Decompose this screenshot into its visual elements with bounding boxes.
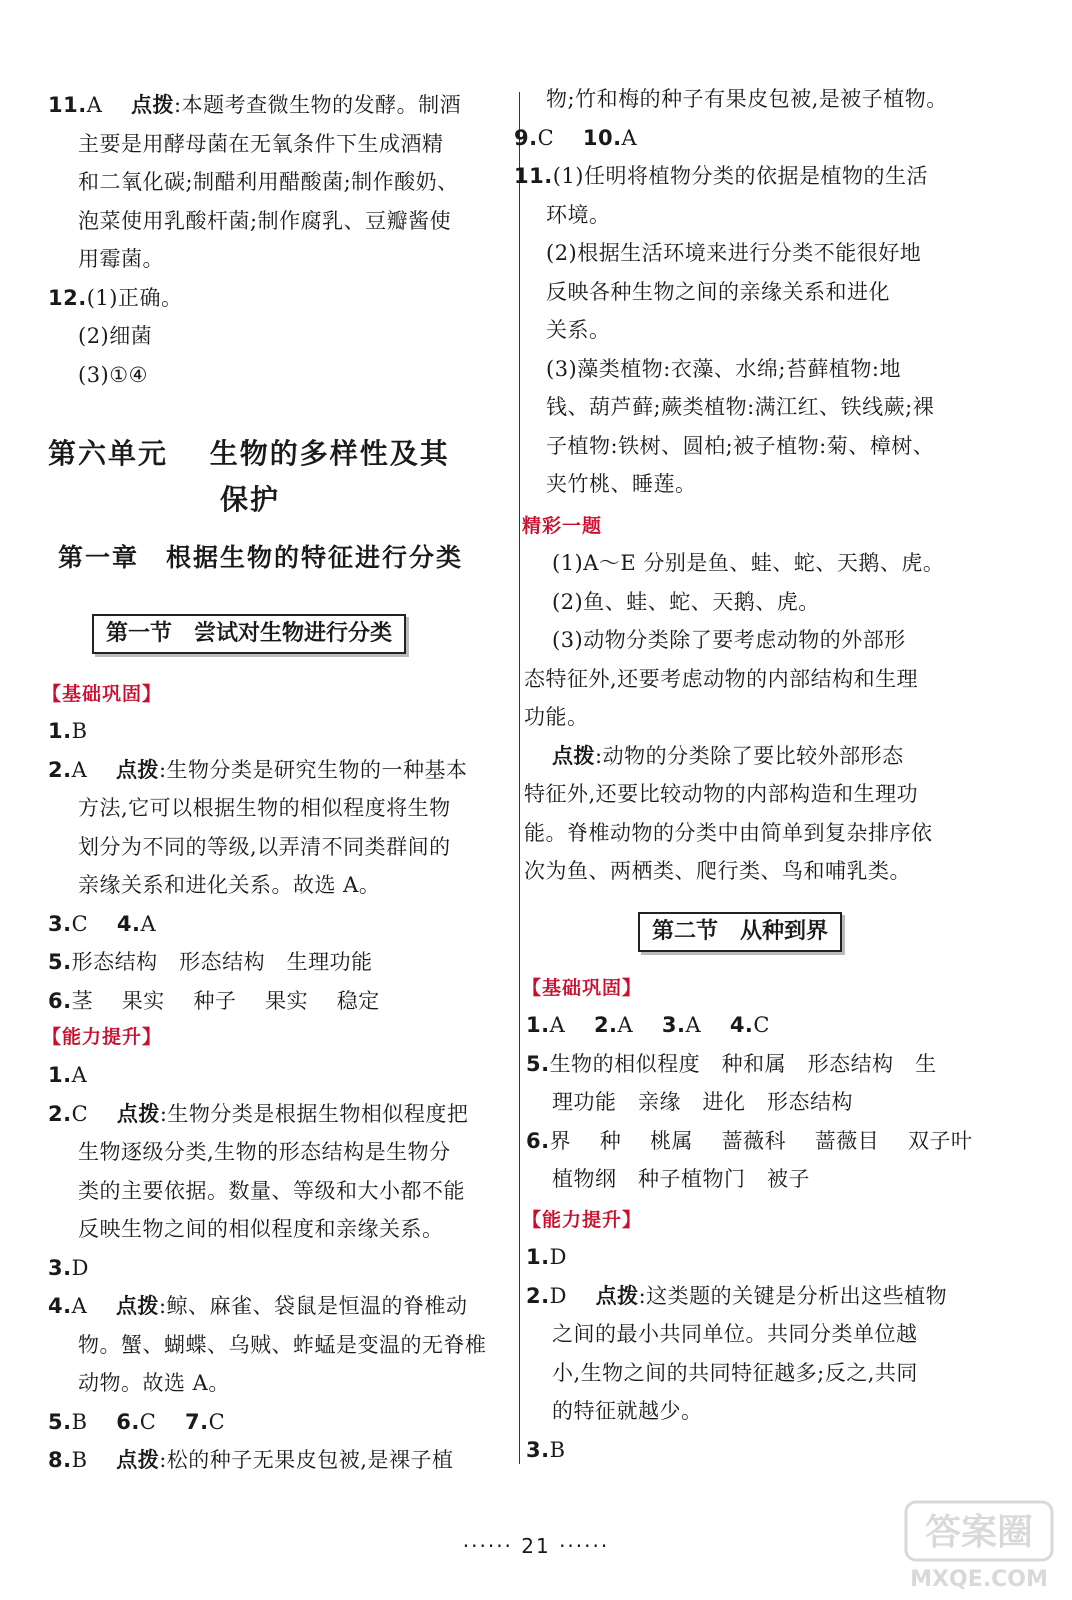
text-line [524,856,911,886]
text-line [48,947,373,977]
answer-text: 用霉菌。 [78,247,164,271]
question-number: 8. [48,1448,72,1472]
text-line [552,1319,918,1349]
answer-text: B [71,1409,117,1434]
hint-label: 点拨 [552,743,595,768]
svg-text:答案圈: 答案圈 [924,1512,1034,1553]
answer-text: C [139,1409,186,1434]
answer-text: 小,生物之间的共同特征越多;反之,共同 [552,1360,918,1385]
answer-text: (2)细菌 [78,324,153,348]
text-line [526,1049,937,1079]
answer-text: 物;竹和梅的种子有果皮包被,是被子植物。 [546,87,948,111]
answer-text: 的特征就越少。 [552,1399,703,1423]
answer-text: C [71,1101,117,1126]
text-line [48,986,380,1016]
hint-label: 点拨 [595,1283,639,1308]
text-line [552,1396,703,1426]
answer-text: (1)正确。 [86,285,183,310]
answer-text: 生物逐级分类,生物的形态结构是生物分 [78,1140,451,1164]
text-line [546,392,934,422]
answer-text: 之间的最小共同单位。共同分类单位越 [552,1322,918,1346]
answer-text: B [71,1448,117,1472]
question-number: 11. [514,164,553,188]
section-heading: 【能力提升】 [42,1026,163,1048]
answer-text: 反映各种生物之间的亲缘关系和进化 [546,279,890,304]
question-number: 12. [48,285,87,310]
answer-text: D [549,1245,567,1269]
answer-text: C [71,911,117,936]
answer-text: 环境。 [546,202,611,227]
text-line [552,1087,853,1117]
question-number: 2. [48,757,72,782]
hint-text: :动物的分类除了要比较外部形态 [595,743,904,768]
hint-text: :本题考查微生物的发酵。制酒 [174,93,462,117]
answer-text: D [71,1255,89,1280]
answer-text: 物。蟹、蝴蝶、乌贼、蚱蜢是变温的无脊椎 [78,1332,487,1357]
text-line [48,909,156,939]
text-line [78,1176,465,1206]
question-number: 5. [526,1051,550,1076]
section-title: 第二节 从种到界 [638,912,842,952]
answer-text: 子植物:铁树、圆柏;被子植物:菊、樟树、 [546,433,935,458]
text-line [78,1137,451,1167]
text-line [78,793,451,823]
answer-text: 特征外,还要比较动物的内部构造和生理功 [524,782,919,806]
text-line [524,818,933,848]
text-line [546,277,890,307]
answer-text: 亲缘关系和进化关系。故选 A。 [78,873,381,897]
answer-text: B [71,719,88,743]
question-number: 3. [48,911,72,936]
text-line [546,469,697,499]
text-line [48,716,88,746]
text-line [48,755,468,785]
answer-text: A [549,1013,594,1037]
text-line [78,1330,487,1360]
section-heading: 【能力提升】 [522,1209,643,1231]
text-line [552,1358,918,1388]
question-number: 6. [48,988,72,1013]
question-number: 2. [526,1283,550,1308]
page-number: ······ 21 ······ [462,1534,610,1558]
question-number: 1. [526,1013,550,1037]
question-number: 6. [526,1128,550,1153]
text-line [546,200,611,230]
text-line [546,431,934,461]
answer-text: 钱、葫芦藓;蕨类植物:满江红、铁线蕨;裸 [546,395,935,419]
text-line [78,167,459,197]
answer-text: C [208,1409,226,1434]
column-divider [519,92,520,1464]
text-line [78,1214,444,1244]
answer-text: (1)任明将植物分类的依据是植物的生活 [552,164,928,188]
question-number: 3. [526,1437,550,1462]
answer-text: 植物纲 种子植物门 被子 [552,1167,810,1191]
text-line [48,1445,453,1475]
text-line [78,360,148,390]
answer-text: A [685,1013,730,1037]
answer-text: 方法,它可以根据生物的相似程度将生物 [78,796,451,820]
unit-title: 第六单元 生物的多样性及其 [48,437,450,470]
answer-text: 理功能 亲缘 进化 形态结构 [552,1090,853,1114]
chapter-title: 第一章 根据生物的特征进行分类 [58,543,464,572]
text-line [514,161,928,191]
answer-text: A [71,1294,116,1318]
question-number: 4. [729,1013,754,1037]
text-line [48,1291,468,1321]
text-line [48,1253,89,1283]
answer-text: (2)根据生活环境来进行分类不能很好地 [546,241,922,265]
answer-text: 关系。 [546,318,611,342]
section-title: 第一节 尝试对生物进行分类 [92,614,406,654]
question-number: 11. [48,93,87,117]
answer-text: 主要是用酵母菌在无氧条件下生成酒精 [78,131,444,156]
hint-text: :生物分类是根据生物相似程度把 [159,1101,469,1126]
text-line [78,870,380,900]
hint-text: :鲸、麻雀、袋鼠是恒温的脊椎动 [158,1294,468,1318]
section-heading: 【基础巩固】 [522,977,643,999]
question-number: 4. [48,1294,72,1318]
text-line [524,664,918,694]
text-line [526,1435,566,1465]
answer-text: 和二氧化碳;制醋利用醋酸菌;制作酸奶、 [78,170,459,194]
text-line [514,123,637,153]
answer-text: 功能。 [524,705,589,729]
question-number: 3. [48,1255,72,1280]
answer-text: 划分为不同的等级,以弄清不同类群间的 [78,834,451,859]
answer-text: A [617,1013,662,1037]
text-line [48,1407,225,1437]
text-line [78,206,451,236]
answer-text: 界 种 桃属 蔷薇科 蔷薇目 双子叶 [549,1128,973,1153]
answer-text: 生物的相似程度 种和属 形态结构 生 [549,1051,937,1076]
hint-text: :这类题的关键是分析出这些植物 [638,1283,948,1308]
question-number: 4. [116,911,141,936]
text-line [48,1099,468,1129]
answer-text: A [140,911,157,936]
question-number: 7. [185,1409,209,1434]
answer-text: (1)A～E 分别是鱼、蛙、蛇、天鹅、虎。 [552,551,945,575]
text-line [78,321,152,351]
question-number: 1. [526,1245,550,1269]
text-line [78,129,444,159]
answer-text: (3)藻类植物:衣藻、水绵;苔藓植物:地 [546,356,901,381]
answer-text: 反映生物之间的相似程度和亲缘关系。 [78,1217,444,1241]
question-number: 3. [661,1013,686,1037]
text-line [48,90,461,120]
question-number: 10. [582,125,622,150]
question-number: 5. [48,1409,72,1434]
text-line [48,283,182,313]
answer-text: A [86,93,132,117]
answer-text: A [71,1063,88,1087]
question-number: 5. [48,950,72,974]
question-number: 2. [48,1101,72,1126]
question-number: 1. [48,719,72,743]
question-number: 9. [514,125,538,150]
text-line [524,702,589,732]
text-line [552,741,904,771]
text-line [552,1164,810,1194]
watermark-logo [904,1500,1054,1592]
answer-text: 夹竹桃、睡莲。 [546,472,697,496]
text-line [78,1368,230,1398]
answer-text: 泡菜使用乳酸杆菌;制作腐乳、豆瓣酱使 [78,208,452,233]
text-line [546,238,921,268]
answer-text: D [549,1283,596,1308]
answer-text: 茎 果实 种子 果实 稳定 [71,988,380,1013]
text-line [524,779,918,809]
text-line [48,1060,87,1090]
svg-text:MXQE.COM: MXQE.COM [910,1567,1048,1592]
unit-title: 保护 [220,483,281,516]
text-line [546,84,948,114]
question-number: 1. [48,1063,72,1087]
answer-text: (2)鱼、蛙、蛇、天鹅、虎。 [552,589,820,614]
answer-text: B [549,1437,566,1462]
section-heading: 【基础巩固】 [42,683,163,705]
answer-text: 能。脊椎动物的分类中由简单到复杂排序依 [524,820,933,845]
answer-text: C [537,125,583,150]
text-line [526,1242,567,1272]
text-line [552,548,944,578]
hint-text: :松的种子无果皮包被,是裸子植 [159,1448,454,1472]
hint-label: 点拨 [131,93,175,117]
hint-label: 点拨 [116,1101,160,1126]
answer-text: 形态结构 形态结构 生理功能 [71,950,373,974]
answer-text: (3)①④ [78,362,148,387]
answer-text: 次为鱼、两栖类、爬行类、鸟和哺乳类。 [524,859,911,883]
text-line [78,244,164,274]
text-line [552,625,906,655]
answer-text: A [71,757,116,782]
text-line [526,1126,972,1156]
text-line [546,315,611,345]
text-line [546,354,901,384]
question-number: 2. [593,1013,618,1037]
answer-text: A [621,125,638,150]
hint-label: 点拨 [116,1448,160,1472]
hint-label: 点拨 [115,757,159,782]
hint-label: 点拨 [115,1294,159,1318]
text-line [526,1010,770,1040]
text-line [78,832,451,862]
text-line [526,1281,947,1311]
text-line [552,587,820,617]
answer-text: 态特征外,还要考虑动物的内部结构和生理 [524,666,919,691]
hint-text: :生物分类是研究生物的一种基本 [158,757,468,782]
answer-text: C [753,1013,770,1037]
answer-text: (3)动物分类除了要考虑动物的外部形 [552,628,906,652]
question-number: 6. [116,1409,140,1434]
answer-text: 动物。故选 A。 [78,1371,230,1395]
featured-question-heading: 精彩一题 [522,515,603,537]
answer-text: 类的主要依据。数量、等级和大小都不能 [78,1178,465,1203]
